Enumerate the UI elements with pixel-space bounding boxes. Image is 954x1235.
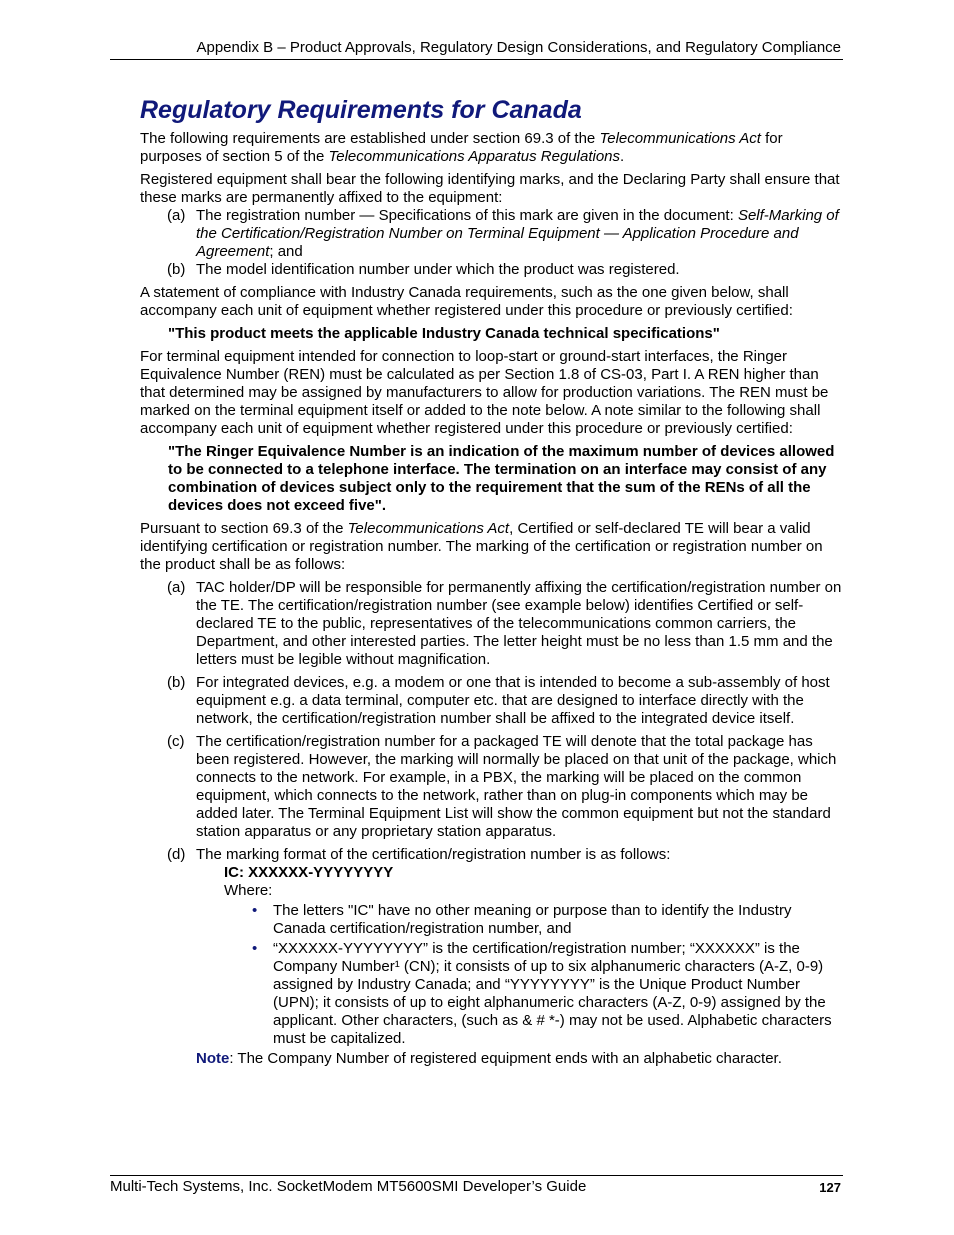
note	[196, 1050, 843, 1068]
footer-text: Multi-Tech Systems, Inc. SocketModem MT5600SMI Developer’s Guide	[110, 1178, 587, 1195]
list-item	[140, 733, 843, 841]
header-text: Appendix B – Product Approvals, Regulatory Design Considerations, and Regulatory Compliance	[196, 39, 841, 56]
paragraph-marks: Registered equipment shall bear the following identifying marks, and the Declaring Party shall ensure that these marks are permanently affixed to the equipment:	[140, 171, 840, 206]
page-number: 127	[819, 1180, 841, 1195]
paragraph-marking	[140, 520, 843, 574]
text: For integrated devices, e.g. a modem or one that is intended to become a sub-assembly of host equipment e.g. a data terminal, computer etc. that are designed to interface directly with the network, the certification/registration number shall be affixed to the integrated device itself.	[196, 674, 830, 727]
text: The registration number — Specifications of this mark are given in the document:	[196, 207, 738, 224]
text: for purposes of section 5 of the	[140, 130, 783, 165]
text: The following requirements are established under section 69.3 of the	[140, 130, 600, 147]
list-label: (b)	[167, 674, 186, 691]
page-footer	[110, 1175, 843, 1195]
text: The certification/registration number for a packaged TE will denote that the total package has been registered. However, the marking will normally be placed on that unit of the package, which connects to the network. For example, in a PBX, the marking will be placed on the common equipment, which connects to the network, rather than on plug-in components which may be added later. The Terminal Equipment List will show the common equipment but not the standard station apparatus or any proprietary station apparatus.	[196, 733, 837, 840]
list-item	[140, 674, 843, 728]
text: .	[620, 148, 625, 165]
paragraph-intro	[140, 130, 843, 166]
text: “XXXXXX-YYYYYYYY” is the certification/registration number; “XXXXXX” is the Company Number¹ (CN); it consists of up to six alphanumeric characters (A-Z, 0-9) assigned by Industry Canada; and “YYYYYYYY” is the Unique Product Number (UPN); it consists of up to eight alphanumeric characters (A-Z, 0-9) assigned by the applicant. Other characters, (such as & # *-) may not be used. Alphabetic characters must be capitalized.	[273, 940, 832, 1047]
list-label: (b)	[167, 261, 186, 278]
list-item	[140, 261, 843, 279]
text: The model identification number under which the product was registered.	[196, 261, 680, 278]
list-item	[140, 579, 843, 669]
bullet-item	[140, 902, 843, 938]
list-label: (c)	[167, 733, 185, 750]
page-header	[110, 38, 843, 60]
text: , Certified or self-declared TE will bear a valid identifying certification or registration number. The marking of the certification or registration number on the product shall be as follows:	[140, 520, 823, 573]
list-label: (d)	[167, 846, 186, 863]
list-label: (a)	[167, 207, 186, 224]
note-label: Note	[196, 1050, 230, 1067]
text: The letters "IC" have no other meaning or purpose than to identify the Industry Canada certification/registration number, and	[273, 902, 792, 937]
document-body	[140, 130, 843, 1068]
bullet-item	[140, 940, 843, 1048]
list-item	[140, 207, 843, 261]
text: ; and	[269, 243, 303, 260]
paragraph-ren: For terminal equipment intended for connection to loop-start or ground-start interfaces, the Ringer Equivalence Number (REN) must be calculated as per Section 1.8 of CS-03, Part I. A REN higher than that determined may be assigned by manufacturers to allow for production variations. The REN must be marked on the terminal equipment itself or added to the note below. A note similar to the following shall accompany each unit of equipment whether registered under this procedure or previously certified:	[140, 348, 829, 437]
list-item	[140, 846, 843, 864]
paragraph-compliance: A statement of compliance with Industry Canada requirements, such as the one given below, shall accompany each unit of equipment whether registered under this procedure or previously certified:	[140, 284, 793, 319]
note-text: : The Company Number of registered equipment ends with an alphabetic character.	[229, 1050, 782, 1067]
where-label: Where:	[224, 882, 273, 899]
list-label: (a)	[167, 579, 186, 596]
regulations-title: Telecommunications Apparatus Regulations	[328, 148, 621, 165]
act-title: Telecommunications Act	[347, 520, 510, 537]
text: Pursuant to section 69.3 of the	[140, 520, 348, 537]
text: The marking format of the certification/registration number is as follows:	[196, 846, 671, 863]
act-title: Telecommunications Act	[599, 130, 761, 147]
document-title: Self-Marking of the Certification/Registration Number on Terminal Equipment — Application Procedure and Agreement	[196, 207, 839, 260]
bullet-icon: •	[252, 902, 258, 919]
ren-quote: "The Ringer Equivalence Number is an indication of the maximum number of devices allowed to be connected to a telephone interface. The termination on an interface may consist of any combination of devices subject only to the requirement that the sum of the RENs of all the devices does not exceed five".	[168, 443, 835, 514]
compliance-quote: "This product meets the applicable Industry Canada technical specifications"	[168, 325, 720, 342]
bullet-icon: •	[252, 940, 258, 957]
ic-format: IC: XXXXXX-YYYYYYYY	[224, 864, 394, 881]
text: TAC holder/DP will be responsible for permanently affixing the certification/registration number on the TE. The certification/registration number (see example below) identifies Certified or self-declared TE to the public, representatives of the telecommunications common carriers, the Department, and other interested parties. The letter height must be no less than 1.5 mm and the letters must be legible without magnification.	[196, 579, 842, 668]
page-title: Regulatory Requirements for Canada	[140, 96, 582, 124]
